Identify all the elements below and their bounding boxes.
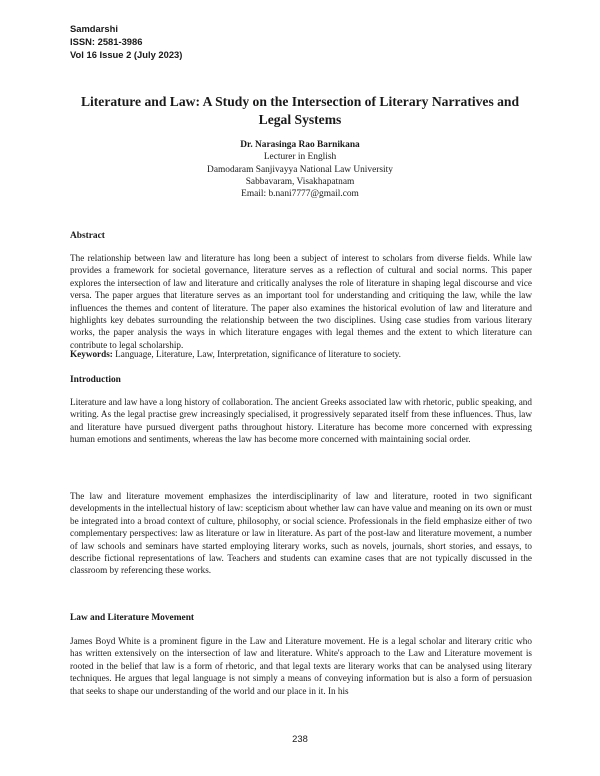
author-name: Dr. Narasinga Rao Barnikana [240, 140, 360, 150]
introduction-paragraph-1: Literature and law have a long history of collaboration. The ancient Greeks associated law with rhetoric, public speaking, and writing. As the legal practise grew increasingly specialised, it progressively separated itself from these influences. Thus, law and literature have pursued divergent paths throughout history. Literature has become more concerned with expressing human emotions and sentiments, whereas the law has become more concerned with maintaining social order. [70, 397, 532, 445]
journal-volume: Vol 16 Issue 2 (July 2023) [70, 49, 183, 60]
introduction-heading: Introduction [70, 375, 121, 385]
author-location: Sabbavaram, Visakhapatnam [245, 176, 355, 187]
keywords-text: Language, Literature, Law, Interpretation, significance of literature to society. [112, 349, 401, 359]
journal-issn: ISSN: 2581-3986 [70, 36, 143, 47]
abstract-text: The relationship between law and literature has long been a subject of interest to scholars from diverse fields. While law provides a framework for societal governance, literature serves as a reflection of cultural and social norms. This paper explores the intersection of law and literature and critically analyses the role of literature in shaping legal discourse and vice versa. The paper argues that literature serves as an important tool for understanding and critiquing the law, while the law influences the themes and content of literature. The paper also examines the historical evolution of law and literature and highlights key debates surrounding the relationship between the two disciplines. Using case studies from various literary works, the paper analysis the ways in which literature engages with legal themes and the extent to which literature can contribute to legal scholarship. [70, 253, 532, 350]
keywords [70, 348, 532, 360]
author-position: Lecturer in English [263, 152, 337, 163]
journal-header [70, 22, 182, 61]
author-institution: Damodaram Sanjivayya National Law University [207, 164, 393, 175]
author-block [70, 139, 530, 200]
introduction-paragraph-2: The law and literature movement emphasizes the interdisciplinarity of law and literature, rooted in two significant developments in the intellectual history of law: scepticism about whether law can have value and meaning on its own or must be integrated into a broad context of culture, philosophy, or social science. Professionals in the field emphasize either of two complementary perspectives: law as literature or law in literature. As part of the post-law and literature movement, a number of law schools and seminars have started employing literary works, such as novels, journals, short stories, and essays, to describe fictional representations of law. Teachers and students can examine cases that are not typically discussed in the classroom by referencing these works. [70, 491, 532, 576]
movement-paragraph: James Boyd White is a prominent figure in the Law and Literature movement. He is a legal scholar and literary critic who has written extensively on the intersection of law and literature. White's approach to the Law and Literature movement is rooted in the belief that law is a form of rhetoric, and that legal texts are literary works that can be analysed using literary techniques. He argues that legal language is not simply a means of conveying information but is also a form of persuasion that seeks to shape our understanding of the world and our place in it. In his [70, 636, 532, 696]
page-number: 238 [292, 733, 308, 744]
journal-name: Samdarshi [70, 23, 118, 34]
paper-title: Literature and Law: A Study on the Intersection of Literary Narratives and Legal Systems [80, 94, 520, 127]
author-email: Email: b.nani7777@gmail.com [241, 189, 359, 200]
abstract-heading: Abstract [70, 231, 105, 241]
keywords-label: Keywords: [70, 349, 113, 359]
movement-heading: Law and Literature Movement [70, 613, 195, 623]
